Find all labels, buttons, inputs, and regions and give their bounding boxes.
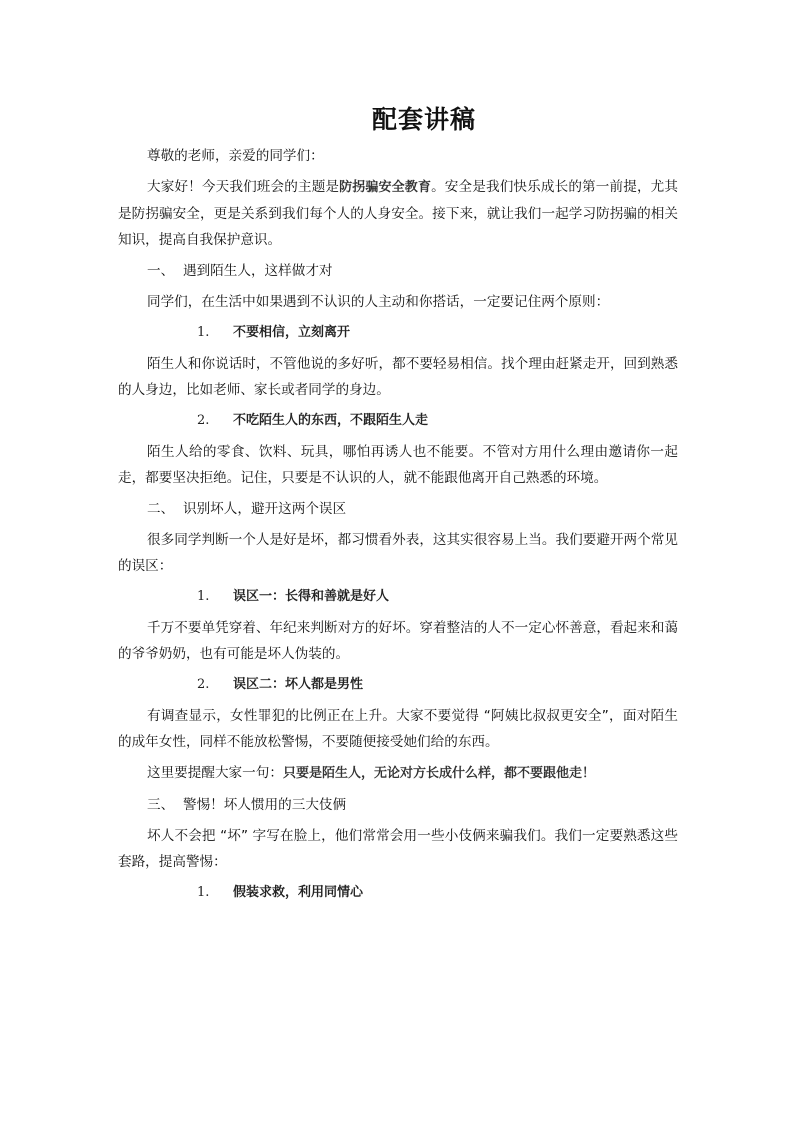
item-number: 1. bbox=[197, 325, 210, 340]
section-heading-text: 遇到陌生人，这样做才对 bbox=[183, 263, 333, 279]
greeting: 尊敬的老师，亲爱的同学们： bbox=[147, 148, 324, 164]
item-title: 误区二：坏人都是男性 bbox=[233, 677, 364, 692]
item-title: 不要相信，立刻离开 bbox=[233, 325, 351, 340]
reminder-emphasis: 只要是陌生人，无论对方长成什么样，都不要跟他走！ bbox=[282, 766, 595, 781]
section-heading-2 bbox=[118, 496, 678, 522]
item-paragraph: 陌生人给的零食、饮料、玩具，哪怕再诱人也不能要。不管对方用什么理由邀请你一起走，都要坚决拒绝。记住，只要是不认识的人，就不能跟他离开自己熟悉的环境。 bbox=[118, 444, 678, 486]
item-paragraph: 陌生人和你说话时，不管他说的多好听，都不要轻易相信。找个理由赶紧走开，回到熟悉的人身边，比如老师、家长或者同学的身边。 bbox=[118, 356, 678, 398]
intro-paragraph bbox=[118, 174, 678, 253]
item-title: 假装求救，利用同情心 bbox=[233, 885, 364, 900]
list-item-heading bbox=[118, 584, 678, 610]
section-heading-text: 警惕！坏人惯用的三大伎俩 bbox=[183, 797, 347, 813]
item-number: 1. bbox=[197, 885, 210, 900]
list-item-heading bbox=[118, 408, 678, 434]
document-title: 配套讲稿 bbox=[371, 105, 476, 134]
section-lead: 同学们，在生活中如果遇到不认识的人主动和你搭话，一定要记住两个原则： bbox=[147, 294, 610, 310]
list-item-heading bbox=[118, 880, 678, 906]
intro-text: 大家好！今天我们班会的主题是 bbox=[147, 179, 340, 195]
item-number: 2. bbox=[197, 413, 210, 428]
item-paragraph: 千万不要单凭穿着、年纪来判断对方的好坏。穿着整洁的人不一定心怀善意，看起来和蔼的爷爷奶奶，也有可能是坏人伪装的。 bbox=[118, 620, 678, 662]
list-item-heading bbox=[118, 672, 678, 698]
intro-emphasis: 防拐骗安全教育 bbox=[339, 180, 432, 195]
section-heading-1 bbox=[118, 258, 678, 284]
item-title: 误区一：长得和善就是好人 bbox=[233, 589, 390, 604]
section-lead: 坏人不会把 “坏” 字写在脸上，他们常常会用一些小伎俩来骗我们。我们一定要熟悉这些套路，提高警惕： bbox=[118, 828, 678, 870]
section-number: 二、 bbox=[147, 501, 175, 517]
section-number: 一、 bbox=[147, 263, 175, 279]
list-item-heading bbox=[118, 320, 678, 346]
item-title: 不吃陌生人的东西，不跟陌生人走 bbox=[233, 413, 429, 428]
reminder-text: 这里要提醒大家一句： bbox=[147, 765, 283, 781]
section-number: 三、 bbox=[147, 797, 175, 813]
document-body bbox=[118, 143, 678, 911]
section-lead: 很多同学判断一个人是好是坏，都习惯看外表，这其实很容易上当。我们要避开两个常见的误区： bbox=[118, 532, 678, 574]
section-heading-text: 识别坏人，避开这两个误区 bbox=[183, 501, 347, 517]
item-number: 1. bbox=[197, 589, 210, 604]
section-heading-3 bbox=[118, 792, 678, 818]
intro-text-rest: 。安全是我们快乐成长的第一前提，尤其是防拐骗安全，更是关系到我们每个人的人身安全。接下来，就让我们一起学习防拐骗的相关知识，提高自我保护意识。 bbox=[118, 179, 678, 248]
reminder-paragraph bbox=[118, 760, 678, 787]
item-paragraph: 有调查显示，女性罪犯的比例正在上升。大家不要觉得 “阿姨比叔叔更安全”，面对陌生的成年女性，同样不能放松警惕，不要随便接受她们给的东西。 bbox=[118, 708, 678, 750]
item-number: 2. bbox=[197, 677, 210, 692]
